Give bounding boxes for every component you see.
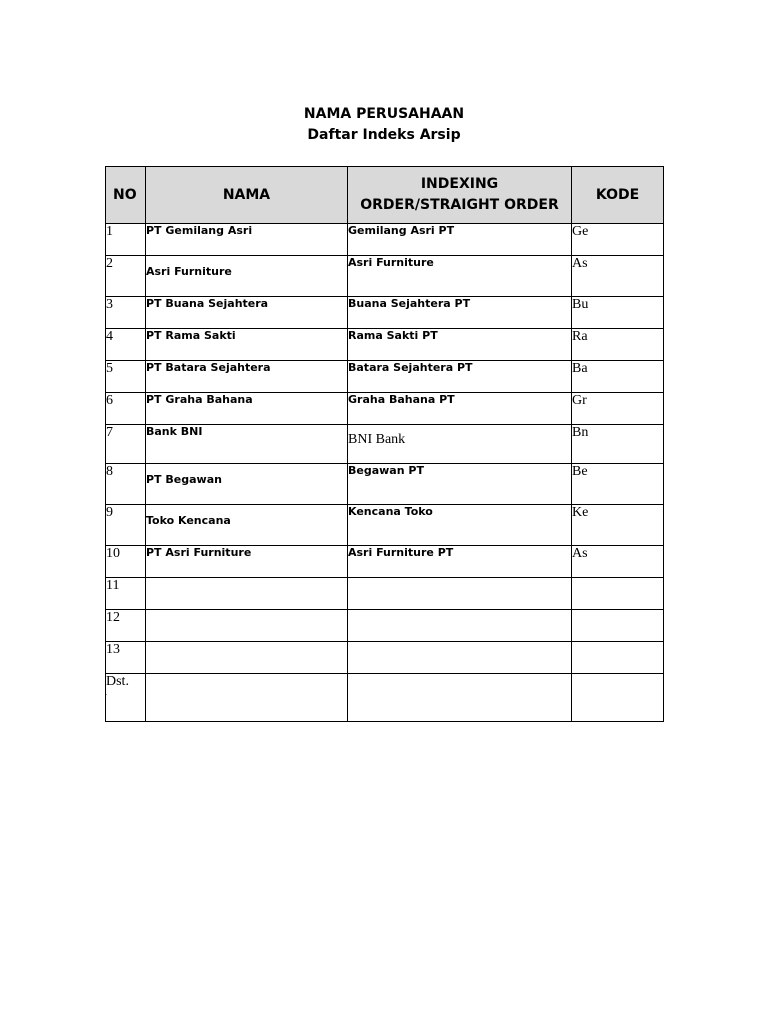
row-indexing xyxy=(348,674,572,722)
row-indexing xyxy=(348,610,572,642)
table-header-row xyxy=(106,167,664,224)
row-kode: Bn xyxy=(572,425,664,464)
row-nama: Bank BNI xyxy=(146,425,348,464)
row-nama xyxy=(146,642,348,674)
header-indexing xyxy=(348,167,572,224)
row-no: 7 xyxy=(106,425,146,464)
row-nama: PT Buana Sejahtera xyxy=(146,297,348,329)
table-row xyxy=(106,546,664,578)
header-kode: KODE xyxy=(572,167,664,224)
table-row xyxy=(106,329,664,361)
header-indexing-line2: ORDER/STRAIGHT ORDER xyxy=(360,197,559,213)
table-row xyxy=(106,224,664,256)
row-kode: Ba xyxy=(572,361,664,393)
row-nama: Asri Furniture xyxy=(146,256,348,297)
row-no: 11 xyxy=(106,578,146,610)
table-row xyxy=(106,610,664,642)
row-kode: As xyxy=(572,256,664,297)
row-nama: PT Begawan xyxy=(146,464,348,505)
table-row xyxy=(106,393,664,425)
trailing-dot-mark: . xyxy=(106,691,108,697)
row-indexing: BNI Bank xyxy=(348,425,572,464)
row-kode: As xyxy=(572,546,664,578)
row-kode: Gr xyxy=(572,393,664,425)
row-nama: PT Batara Sejahtera xyxy=(146,361,348,393)
row-indexing: Gemilang Asri PT xyxy=(348,224,572,256)
header-indexing-line1: INDEXING xyxy=(420,176,499,192)
table-row xyxy=(106,505,664,546)
row-no: 13 xyxy=(106,642,146,674)
table-row xyxy=(106,256,664,297)
row-kode: Ge xyxy=(572,224,664,256)
row-kode: Bu xyxy=(572,297,664,329)
row-no: 5 xyxy=(106,361,146,393)
row-indexing: Buana Sejahtera PT xyxy=(348,297,572,329)
row-nama: PT Gemilang Asri xyxy=(146,224,348,256)
row-kode: Be xyxy=(572,464,664,505)
table-row xyxy=(106,425,664,464)
row-kode xyxy=(572,642,664,674)
table-row xyxy=(106,464,664,505)
document-header xyxy=(0,104,768,146)
archive-index-table xyxy=(105,166,664,722)
row-kode: Ke xyxy=(572,505,664,546)
row-indexing: Graha Bahana PT xyxy=(348,393,572,425)
table-row xyxy=(106,674,664,722)
row-indexing xyxy=(348,578,572,610)
row-no: 4 xyxy=(106,329,146,361)
row-nama xyxy=(146,610,348,642)
row-nama: PT Graha Bahana xyxy=(146,393,348,425)
page-subtitle: Daftar Indeks Arsip xyxy=(307,127,461,143)
row-kode xyxy=(572,674,664,722)
row-indexing: Asri Furniture PT xyxy=(348,546,572,578)
row-no-text: Dst. xyxy=(106,674,129,689)
row-no: 2 xyxy=(106,256,146,297)
row-indexing: Begawan PT xyxy=(348,464,572,505)
table-row xyxy=(106,578,664,610)
table-row xyxy=(106,361,664,393)
row-no: 1 xyxy=(106,224,146,256)
row-no: 12 xyxy=(106,610,146,642)
table-row xyxy=(106,642,664,674)
page-title: NAMA PERUSAHAAN xyxy=(303,106,465,122)
row-indexing: Batara Sejahtera PT xyxy=(348,361,572,393)
row-indexing: Asri Furniture xyxy=(348,256,572,297)
row-indexing: Rama Sakti PT xyxy=(348,329,572,361)
row-no: 10 xyxy=(106,546,146,578)
row-nama: PT Asri Furniture xyxy=(146,546,348,578)
row-no: 3 xyxy=(106,297,146,329)
row-kode: Ra xyxy=(572,329,664,361)
row-nama xyxy=(146,674,348,722)
header-no: NO xyxy=(106,167,146,224)
table-row xyxy=(106,297,664,329)
row-nama xyxy=(146,578,348,610)
row-indexing xyxy=(348,642,572,674)
row-kode xyxy=(572,578,664,610)
header-nama: NAMA xyxy=(146,167,348,224)
row-no: 9 xyxy=(106,505,146,546)
row-kode xyxy=(572,610,664,642)
row-no: 8 xyxy=(106,464,146,505)
row-no xyxy=(106,674,146,722)
row-nama: PT Rama Sakti xyxy=(146,329,348,361)
row-no: 6 xyxy=(106,393,146,425)
row-nama: Toko Kencana xyxy=(146,505,348,546)
row-indexing: Kencana Toko xyxy=(348,505,572,546)
